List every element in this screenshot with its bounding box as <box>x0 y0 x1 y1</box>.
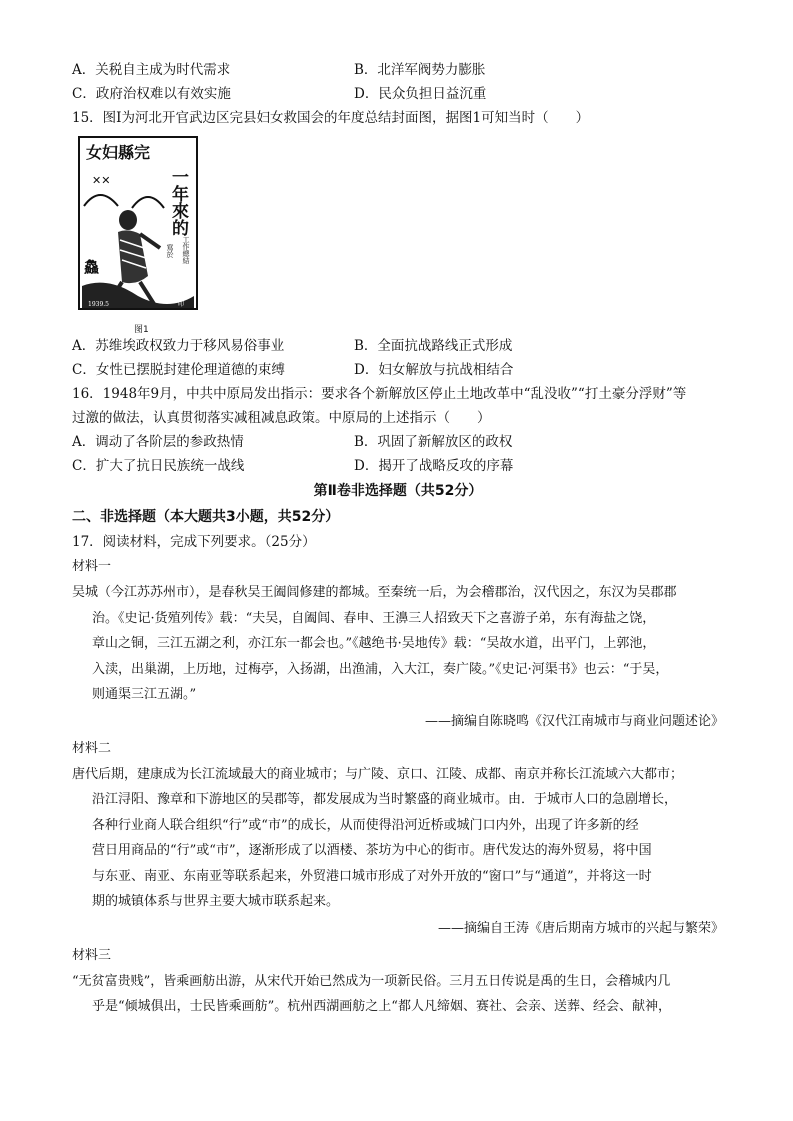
cover-bottom-left: 1939.5 <box>88 301 109 308</box>
material2-passage <box>72 762 724 915</box>
q15-option-c[interactable]: C．女性已摆脱封建伦理道德的束缚 <box>72 362 285 378</box>
q15-option-a[interactable]: A．苏维埃政权致力于移风易俗事业 <box>72 338 285 354</box>
material1-line: 则通渠三江五湖。” <box>92 687 197 702</box>
q14-option-a[interactable]: A．关税自主成为时代需求 <box>72 62 231 78</box>
material1-line: 治。《史记·货殖列传》载：“夫吴，自阖闾、春申、王濞三人招致天下之喜游子弟，东有海盐之饶， <box>92 610 656 626</box>
material2-line: 沿江浔阳、豫章和下游地区的吴郡等，都发展成为当时繁盛的商业城市。由．于城市人口的急剧增长， <box>92 792 678 807</box>
material1-passage <box>72 580 724 708</box>
q15-option-b[interactable]: B．全面抗战路线正式形成 <box>354 338 513 354</box>
cover-glyph: 鱻 <box>84 258 100 276</box>
material2-line: 唐代后期，建康成为长江流域最大的商业城市；与广陵、京口、江陵、成都、南京并称长江流域六大都市； <box>72 766 684 782</box>
material2-line: 各种行业商人联合组织“行”或“市”的成长，从而使得沿河近桥或城门口内外，出现了许多新的经 <box>92 817 639 833</box>
q16-option-d[interactable]: D．揭开了战略反攻的序幕 <box>354 458 514 474</box>
q16-option-b[interactable]: B．巩固了新解放区的政权 <box>354 434 513 450</box>
material1-line: 入渎，出巢湖，上历地，过梅亭，入扬湖，出渔浦，入大江，奏广陵。”《史记·河渠书》也云：“于吴， <box>92 661 669 677</box>
q15-stem: 15．图Ⅰ为河北开官武边区完县妇女救国会的年度总结封面图，据图1可知当时（ ） <box>72 110 590 126</box>
material3-passage <box>72 969 724 1020</box>
q15-options-row2 <box>72 358 724 382</box>
cover-small-text-left: 寫於 <box>166 244 174 258</box>
cover-top-text: 女妇縣完 <box>86 143 151 162</box>
q16-option-c[interactable]: C．扩大了抗日民族统一战线 <box>72 458 245 474</box>
bird-marks: ✕✕ <box>92 174 111 187</box>
woodcut-cover-image <box>78 136 198 322</box>
q15-option-d[interactable]: D．妇女解放与抗战相结合 <box>354 362 514 378</box>
q17-stem: 17．阅读材料，完成下列要求。（25分） <box>72 534 316 550</box>
q14-option-c[interactable]: C．政府治权难以有效实施 <box>72 86 231 102</box>
q15-figure <box>78 136 198 334</box>
q16-options-row1 <box>72 430 724 454</box>
material3-line: 乎是“倾城俱出，士民皆乘画舫”。杭州西湖画舫之上“都人凡缔姻、赛社、会亲、送葬、经会、献神， <box>92 999 671 1014</box>
q14-option-d[interactable]: D．民众负担日益沉重 <box>354 86 487 102</box>
material2-source: ——摘编自王涛《唐后期南方城市的兴起与繁荣》 <box>437 920 724 936</box>
q14-options-row1 <box>72 58 724 82</box>
material3-line: “无贫富贵贱”，皆乘画舫出游，从宋代开始已然成为一项新民俗。三月五日传说是禹的生日，会稽城内几 <box>72 973 671 989</box>
section2-heading: 二、非选择题（本大题共3小题，共52分） <box>72 509 340 525</box>
q16-stem-line1: 16．1948年9月，中共中原局发出指示：要求各个新解放区停止土地改革中“乱没收”“打土豪分浮财”等 <box>72 386 687 402</box>
exam-page <box>72 58 724 1020</box>
material2-label: 材料二 <box>72 740 112 756</box>
cover-side-text: 一年來的 <box>168 168 188 236</box>
material1-source: ——摘编自陈晓鸣《汉代江南城市与商业问题述论》 <box>424 713 724 729</box>
part2-title: 第Ⅱ卷非选择题（共52分） <box>313 483 483 499</box>
q14-option-b[interactable]: B．北洋军阀势力膨胀 <box>354 62 486 78</box>
q16-option-a[interactable]: A．调动了各阶层的参政热情 <box>72 434 244 450</box>
material2-line: 期的城镇体系与世界主要大城市联系起来。 <box>92 894 340 909</box>
material1-label: 材料一 <box>72 559 112 574</box>
figure-caption: 图1 <box>134 325 149 335</box>
q16-stem-line2: 过激的做法，认真贯彻落实减租减息政策。中原局的上述指示（ ） <box>72 410 491 426</box>
q16-options-row2 <box>72 454 724 478</box>
material3-label: 材料三 <box>72 947 112 963</box>
q14-options-row2 <box>72 82 724 106</box>
q15-options-row1 <box>72 334 724 358</box>
material2-line: 营日用商品的“行”或“市”，逐渐形成了以酒楼、茶坊为中心的街市。唐代发达的海外贸易，将中国 <box>92 843 652 858</box>
cover-small-text-right: 工作總結 <box>182 236 190 264</box>
material1-line: 吴城（今江苏苏州市），是春秋吴王阖闾修建的都城。至秦统一后，为会稽郡治，汉代因之，东汉为吴郡郡 <box>72 585 677 600</box>
material1-line: 章山之铜，三江五湖之利，亦江东一都会也。”《越绝书·吴地传》载：“吴故水道，出平门，上郭池， <box>92 636 656 651</box>
cover-bottom-right: 印 <box>178 301 185 308</box>
material2-line: 与东亚、南亚、东南亚等联系起来，外贸港口城市形成了对外开放的“窗口”与“通道”，并将这一时 <box>92 868 652 884</box>
